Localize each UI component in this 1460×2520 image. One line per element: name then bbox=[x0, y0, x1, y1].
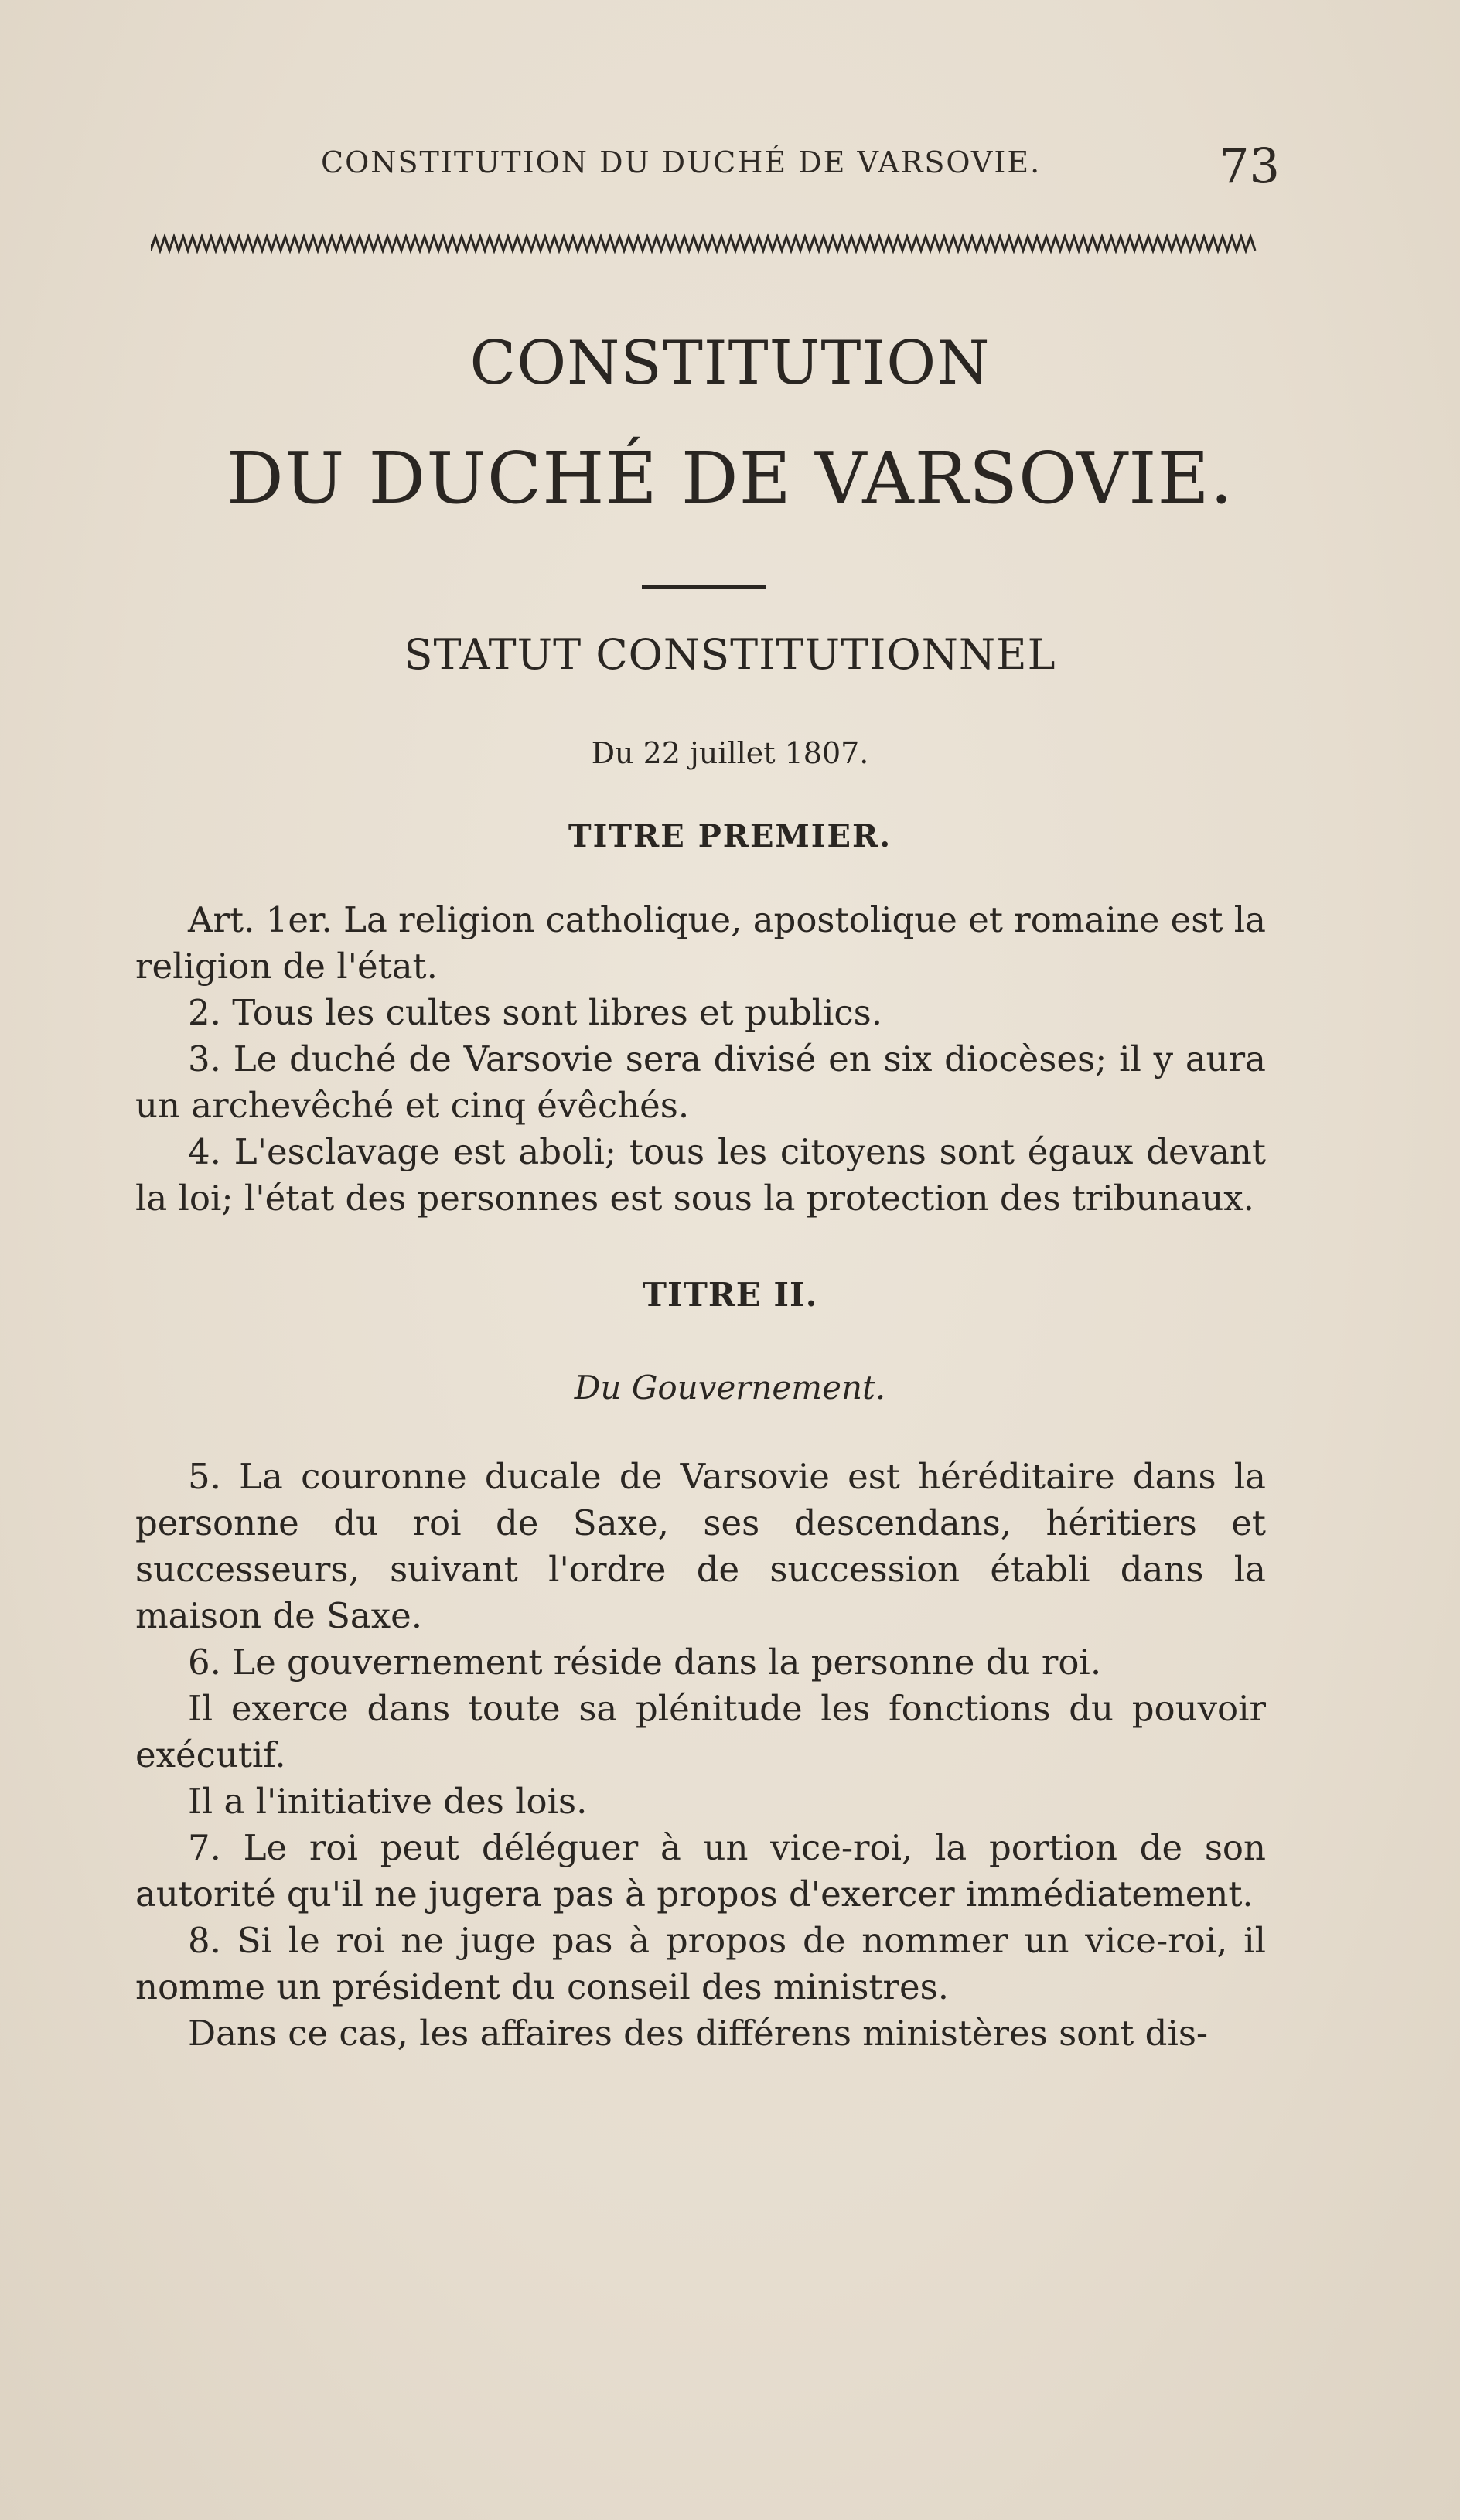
article-paragraph: 5. La couronne ducale de Varsovie est héréditaire dans la personne du roi de Saxe, ses descendans, héritiers et successeurs, suivant l'ordre de succession établi dans la maison de Saxe. bbox=[135, 1456, 1266, 1636]
statute-date: Du 22 juillet 1807. bbox=[591, 736, 869, 770]
article-paragraph: 6. Le gouvernement réside dans la personne du roi. bbox=[188, 1642, 1102, 1683]
statute-title: STATUT CONSTITUTIONNEL bbox=[404, 630, 1056, 679]
article-paragraph: 8. Si le roi ne juge pas à propos de nommer un vice-roi, il nomme un président du conseil des ministres. bbox=[135, 1920, 1266, 2007]
titre-ii-articles bbox=[135, 1454, 1266, 2057]
running-head bbox=[321, 138, 1280, 199]
article-paragraph: 4. L'esclavage est aboli; tous les citoyens sont égaux devant la loi; l'état des personnes est sous la protection des tribunaux. bbox=[135, 1131, 1266, 1219]
article-paragraph: 2. Tous les cultes sont libres et publics. bbox=[188, 992, 883, 1033]
article-paragraph: Dans ce cas, les affaires des différens ministères sont dis- bbox=[188, 2013, 1209, 2054]
main-title-line-1: CONSTITUTION bbox=[469, 329, 991, 398]
titre-ii-heading: TITRE II. bbox=[642, 1276, 818, 1314]
ornamental-wave-rule bbox=[151, 232, 1257, 255]
article-paragraph: 3. Le duché de Varsovie sera divisé en six diocèses; il y aura un archevêché et cinq évêchés. bbox=[135, 1038, 1266, 1126]
running-title: CONSTITUTION DU DUCHÉ DE VARSOVIE. bbox=[321, 145, 1042, 179]
article-paragraph: Art. 1er. La religion catholique, apostolique et romaine est la religion de l'état. bbox=[135, 899, 1266, 987]
article-paragraph: 7. Le roi peut déléguer à un vice-roi, la portion de son autorité qu'il ne jugera pas à propos d'exercer immédiatement. bbox=[135, 1827, 1266, 1915]
article-paragraph: Il exerce dans toute sa plénitude les fonctions du pouvoir exécutif. bbox=[135, 1688, 1266, 1775]
titre-premier-articles bbox=[135, 897, 1266, 1222]
main-title-line-2: DU DUCHÉ DE VARSOVIE. bbox=[227, 437, 1233, 520]
titre-premier-heading: TITRE PREMIER. bbox=[568, 818, 892, 854]
page-number: 73 bbox=[1219, 138, 1280, 194]
section-subtitle: Du Gouvernement. bbox=[574, 1369, 886, 1407]
article-paragraph: Il a l'initiative des lois. bbox=[188, 1781, 588, 1822]
short-divider-rule bbox=[642, 585, 766, 589]
